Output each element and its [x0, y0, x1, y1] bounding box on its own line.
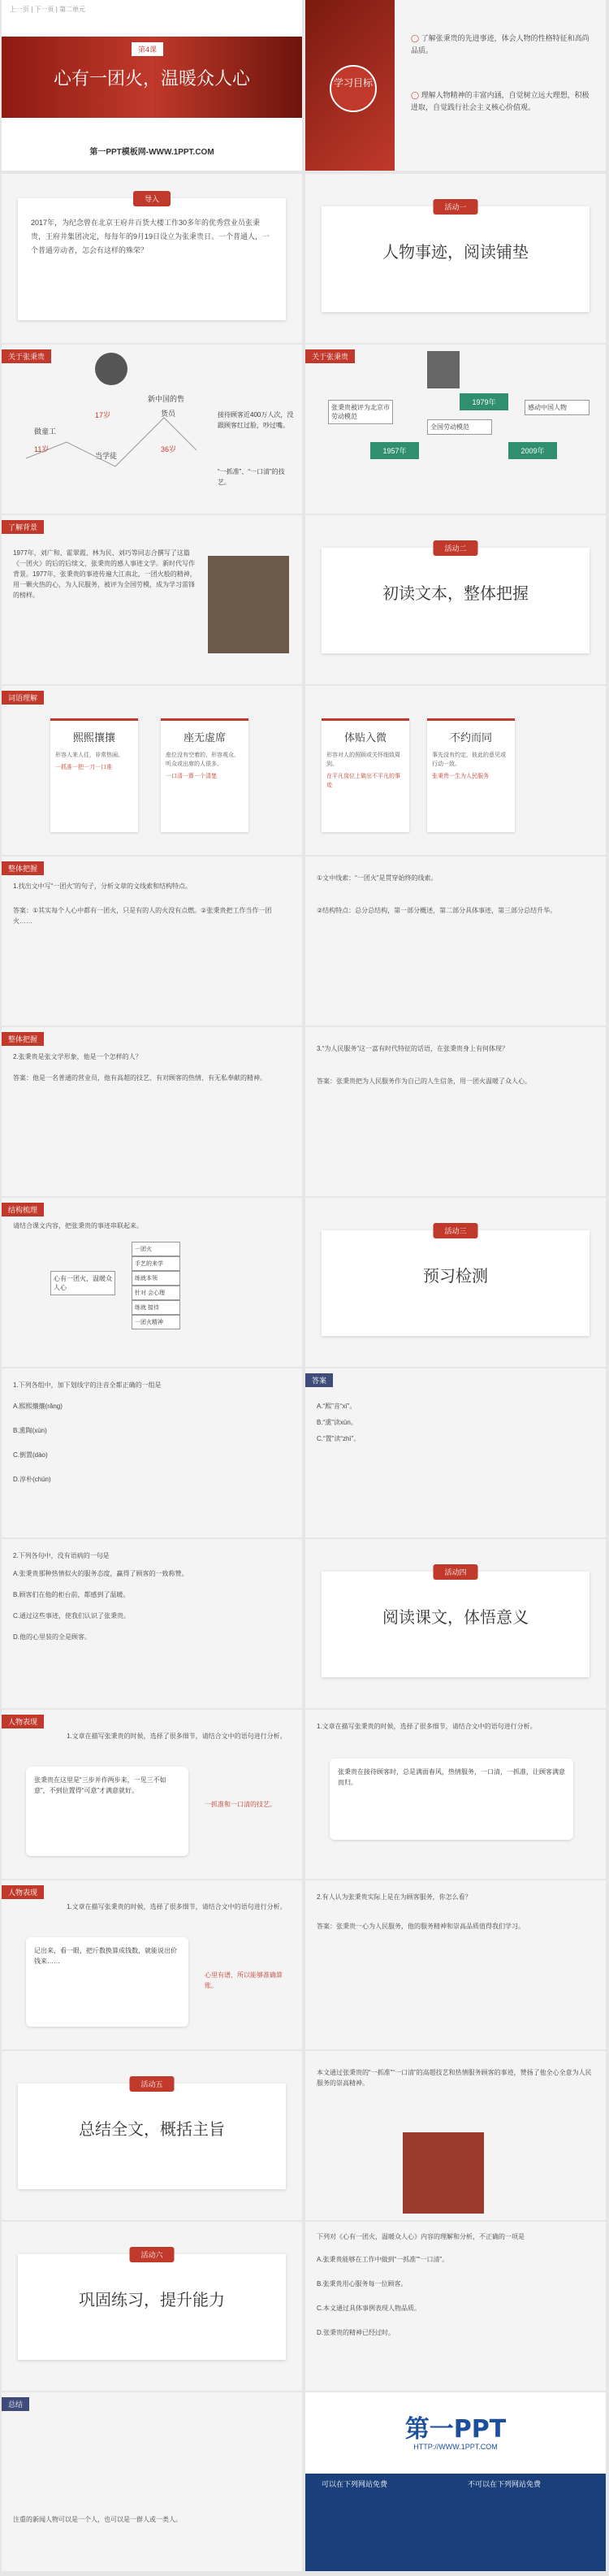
header-tabs: 上一页 | 下一页 | 第二单元	[10, 6, 86, 13]
brand-col1: 可以在下列网站免费	[322, 2480, 388, 2488]
circle-icon: ◯	[411, 91, 421, 99]
reading1b-quote: 张秉贵在接待顾客时，总是满面春风，热情服务，一口清，一抓准，让顾客满意而归。	[330, 1759, 573, 1840]
bio-label-apprentice: 当学徒	[95, 452, 118, 460]
quiz1-question: 1.下列各组中，加下划线字的注音全都正确的一组是	[13, 1381, 162, 1389]
quiz2-option-d[interactable]: D.他的心里装的全是顾客。	[13, 1633, 91, 1641]
activity5-title: 总结全文，概括主旨	[79, 2121, 225, 2139]
vocab-slide-2	[305, 686, 606, 855]
bio-label-clerk: 新中国的售	[148, 395, 185, 403]
activity2-title: 初读文本，整体把握	[382, 585, 529, 603]
intro-box	[18, 195, 286, 320]
year-1957: 1957年	[370, 442, 419, 459]
reading1-quote: 张秉贵在这里是“三步并作两步来，一见三不如意”，不到位置得“可意”才满意就好。	[26, 1767, 188, 1856]
summary-photo	[403, 2132, 484, 2214]
bio-label-age36: 36岁	[161, 445, 177, 453]
activity5-pill: 活动五	[129, 2076, 174, 2092]
activity5-box	[18, 2080, 286, 2189]
activity4-title: 阅读课文，体悟意义	[382, 1609, 529, 1627]
reading2b-answer: 答案：张秉贵一心为人民服务，他的服务精神和崇高品质值得我们学习。	[317, 1923, 525, 1930]
background-tag: 了解背景	[2, 520, 44, 534]
activity2-slide	[305, 515, 606, 684]
quiz2-option-c[interactable]: C.通过这些事迹，使我们认识了张秉贵。	[13, 1612, 130, 1620]
vocab-card-4: 不约而同 事先没有约定，彼此的意见或行动一致。 张秉贵一生为人民服务	[427, 718, 515, 832]
service-slide	[305, 1027, 606, 1196]
activity3-pill: 活动三	[433, 1223, 477, 1238]
activity3-box	[322, 1227, 590, 1336]
reading2b-question: 2.有人认为张秉贵实际上是在为顾客服务，你怎么看？	[317, 1893, 472, 1901]
character-slide	[2, 1027, 302, 1196]
activity6-box	[18, 2251, 286, 2360]
year-2009: 2009年	[508, 442, 557, 459]
service-answer: 答案：张秉贵把为人民服务作为自己的人生信条，用一团火温暖了众人心。	[317, 1078, 531, 1085]
reading1-question: 1.文章在描写张秉贵的时候，选择了很多细节，请结合文中的语句进行分析。	[67, 1733, 287, 1740]
circle-icon: ◯	[411, 34, 421, 42]
mindmap-root: 心有一团火，温暖众人心	[50, 1271, 115, 1295]
timeline-slide	[305, 345, 606, 514]
brand-url[interactable]: HTTP://WWW.1PPT.COM	[413, 2443, 498, 2451]
activity5-slide	[2, 2051, 302, 2220]
vocab-card-1: 熙熙攘攘 形容人来人往，非常热闹。 一抓准一把一刀一口准	[50, 718, 138, 832]
tab-prev[interactable]: 上一页	[10, 6, 29, 13]
activity2-box	[322, 544, 590, 653]
analysis-slide-1	[2, 856, 302, 1026]
bio-label-age11: 11岁	[34, 445, 50, 453]
mindmap-branch-4: 针对 会心理	[132, 1286, 180, 1300]
mindmap-question: 请结合课文内容，把张秉贵的事迹串联起来。	[13, 1222, 143, 1229]
note-1957: 张秉贵被评为北京市劳动模范	[328, 400, 393, 424]
exercise-option-b[interactable]: B.张秉贵用心服务每一位顾客。	[317, 2280, 408, 2288]
cover-title: 心有一团火，温暖众人心	[53, 69, 250, 89]
activity1-pill: 活动一	[433, 199, 477, 215]
analysis-slide-2	[305, 856, 606, 1026]
mindmap-branch-5: 练就 接待	[132, 1300, 180, 1315]
reading2-note: 心里有谱，所以能够准确算账。	[205, 1971, 283, 1989]
reading1b-question: 1.文章在描写张秉贵的时候，选择了很多细节，请结合文中的语句进行分析。	[317, 1723, 537, 1730]
summary-text: 本文通过张秉贵的“一抓准”“一口清”的高超技艺和热情服务顾客的事迹，赞扬了他全心全意为人民服务的崇高精神。	[317, 2069, 592, 2087]
portrait-photo	[427, 351, 460, 388]
quiz1-option-b[interactable]: B.熏陶(xūn)	[13, 1427, 47, 1434]
quiz1-option-a[interactable]: A.熙熙攘攘(rǎng)	[13, 1403, 63, 1410]
reading2-question: 1.文章在描写张秉贵的时候，选择了很多细节，请结合文中的语句进行分析。	[67, 1903, 287, 1910]
reading2b-slide	[305, 1880, 606, 2049]
brand-slide	[305, 2392, 606, 2571]
character-tag: 整体把握	[2, 1032, 44, 1046]
exercise-question: 下列对《心有一团火，温暖众人心》内容的理解和分析，不正确的一项是	[317, 2233, 525, 2240]
exercise-option-d[interactable]: D.张秉贵的精神已经过时。	[317, 2329, 395, 2336]
bio-label-age17: 17岁	[95, 411, 111, 419]
quiz2-option-a[interactable]: A.张秉贵那种热情似火的服务态度，赢得了顾客的一致称赞。	[13, 1570, 188, 1577]
mindmap-branch-3: 练就本领	[132, 1271, 180, 1286]
quiz2-slide	[2, 1539, 302, 1708]
mindmap-slide	[2, 1198, 302, 1367]
cover-slide	[2, 0, 302, 171]
background-text: 1977年，刘广和、霍翠霞、林为民、刘巧等同志合撰写了这篇《一团火》的后的后续文，张秉贵的感人事迹文学。新时代写作背景。1977年，张秉贵的事迹传遍大江南北，一团火般的精神，用一颗火热的心，为人民服务，被评为全国劳模，成为学习雷锋的榜样。	[13, 549, 197, 599]
reading1-note: 一抓准和一口清的技艺。	[205, 1801, 276, 1808]
intro-text: 2017年，为纪念曾在北京王府井百货大楼工作30多年的优秀营业员张秉贵，王府井集团决定，每每年的9月19日设立为张秉贵日。一个普通人，一个普通劳动者，怎会有这样的殊荣？	[31, 219, 270, 254]
mindmap-branch-2: 手艺的来学	[132, 1256, 180, 1271]
quiz1-explain-a: A.“熙”音“xī”。	[317, 1403, 356, 1410]
activity6-slide	[2, 2222, 302, 2391]
bio-label-skill: “一抓准”、“一口清”的技艺。	[218, 468, 285, 486]
mindmap-branch-1: 一团火	[132, 1242, 180, 1256]
bio-label-clerk2: 货员	[161, 410, 176, 418]
reading2-quote: 记出来，看一眼，把斤数换算成钱数，就能说出价钱来……	[26, 1937, 188, 2027]
year-1979: 1979年	[460, 393, 508, 410]
tab-unit[interactable]: 第二单元	[59, 6, 86, 13]
analysis-answer: 答案：①其实每个人心中都有一团火，只是有的人的火没有点燃。②张秉贵把工作当作一团火……	[13, 907, 272, 925]
character-question: 2.张秉贵是张文学形象，他是一个怎样的人？	[13, 1053, 142, 1060]
activity6-title: 巩固练习，提升能力	[79, 2292, 225, 2309]
answer-tag: 答案	[305, 1373, 333, 1387]
intro-slide	[2, 174, 302, 343]
analysis-question: 1.找出文中写“一团火”的句子，分析文章的文线索和结构特点。	[13, 883, 192, 890]
reading2-tag: 人物表现	[2, 1885, 44, 1899]
exercise-option-c[interactable]: C.本文通过具体事例表现人物品质。	[317, 2305, 421, 2312]
service-question: 3.“为人民服务”这一富有时代特征的话语，在张秉贵身上有何体现？	[317, 1045, 508, 1052]
reading1-tag: 人物表现	[2, 1715, 44, 1728]
reading2-slide	[2, 1880, 302, 2049]
activity4-box	[322, 1568, 590, 1677]
activity1-slide	[305, 174, 606, 343]
character-answer: 答案：他是一名普通的营业员，他有高超的技艺、有对顾客的热情、有无私奉献的精神。	[13, 1074, 266, 1082]
last-text: 注重的新闻人物可以是一个人，也可以是一群人或一类人。	[13, 2516, 182, 2523]
analysis-tag: 整体把握	[2, 861, 44, 875]
quiz1-answer-slide	[305, 1368, 606, 1537]
brand-col2: 不可以在下列网站免费	[468, 2480, 542, 2488]
activity1-box	[322, 203, 590, 312]
quiz1-explain-c: C.“置”读“zhì”。	[317, 1435, 361, 1442]
mindmap-tag: 结构梳理	[2, 1203, 44, 1216]
activity6-pill: 活动六	[129, 2247, 174, 2262]
goal-2: ◯ 理解人物精神的丰富内涵，自觉树立远大理想，积极进取，自觉践行社会主义核心价值观。	[411, 91, 590, 111]
activity3-slide	[305, 1198, 606, 1367]
note-2009: 感动中国人物	[525, 400, 590, 415]
activity4-pill: 活动四	[433, 1564, 477, 1580]
vocab-slide-1	[2, 686, 302, 855]
quiz1-explain-b: B.“熏”读xūn。	[317, 1419, 357, 1426]
vocab-tag: 词语理解	[2, 691, 44, 705]
exercise-slide	[305, 2222, 606, 2391]
goal-1: ◯ 了解张秉贵的先进事迹，体会人物的性格特征和高尚品质。	[411, 34, 590, 54]
last-tag: 总结	[2, 2397, 29, 2411]
cover-site: 第一PPT模板网-WWW.1PPT.COM	[89, 148, 214, 157]
exercise-option-a[interactable]: A.张秉贵能够在工作中做到“一抓准”“一口清”。	[317, 2256, 449, 2263]
analysis-line-1: ①文中线索：“一团火”是贯穿始终的线索。	[317, 874, 438, 882]
quiz1-option-c[interactable]: C.倒置(dào)	[13, 1451, 48, 1459]
activity2-pill: 活动二	[433, 540, 477, 556]
reading1b-slide	[305, 1710, 606, 1879]
quiz2-question: 2.下列各句中，没有语病的一句是	[13, 1552, 110, 1559]
mindmap-branch-6: 一团火精神	[132, 1315, 180, 1329]
vocab-card-2: 座无虚席 座位没有空着的，形容观众，听众或出席的人很多。 一口清一算一个清楚	[161, 718, 248, 832]
lesson-badge: 第4课	[132, 42, 163, 56]
bio-tag: 关于张秉贵	[2, 349, 51, 363]
analysis-line-2: ②结构特点：总分总结构，第一部分概述，第二部分具体事迹，第三部分总结升华。	[317, 907, 557, 914]
goals-slide	[305, 0, 606, 171]
bio-label-customers: 接待顾客近400万人次，没跟顾客红过脸，吵过嘴。	[218, 411, 294, 429]
bio-label-childlabor: 做童工	[34, 427, 57, 436]
quiz1-option-d[interactable]: D.淳朴(chún)	[13, 1476, 51, 1483]
reading1-slide	[2, 1710, 302, 1879]
quiz2-option-b[interactable]: B.顾客们在他的柜台前，都感到了温暖。	[13, 1591, 130, 1598]
last-slide	[2, 2392, 302, 2571]
background-photo	[208, 556, 289, 653]
goals-badge: 学习目标	[330, 65, 377, 112]
timeline-tag: 关于张秉贵	[305, 349, 355, 363]
quiz1-slide	[2, 1368, 302, 1537]
tab-next[interactable]: 下一页	[34, 6, 54, 13]
intro-pill: 导入	[133, 191, 171, 206]
brand-logo: 第一PPT	[404, 2415, 507, 2444]
background-slide	[2, 515, 302, 684]
bio-slide	[2, 345, 302, 514]
vocab-card-3: 体贴入微 形容对人的照顾或关怀细致周到。 在平凡岗位上做出不平凡的事迹	[322, 718, 409, 832]
summary-slide	[305, 2051, 606, 2220]
activity4-slide	[305, 1539, 606, 1708]
activity1-title: 人物事迹，阅读铺垫	[382, 244, 529, 262]
activity3-title: 预习检测	[423, 1268, 488, 1286]
note-1979: 全国劳动模范	[427, 419, 492, 435]
